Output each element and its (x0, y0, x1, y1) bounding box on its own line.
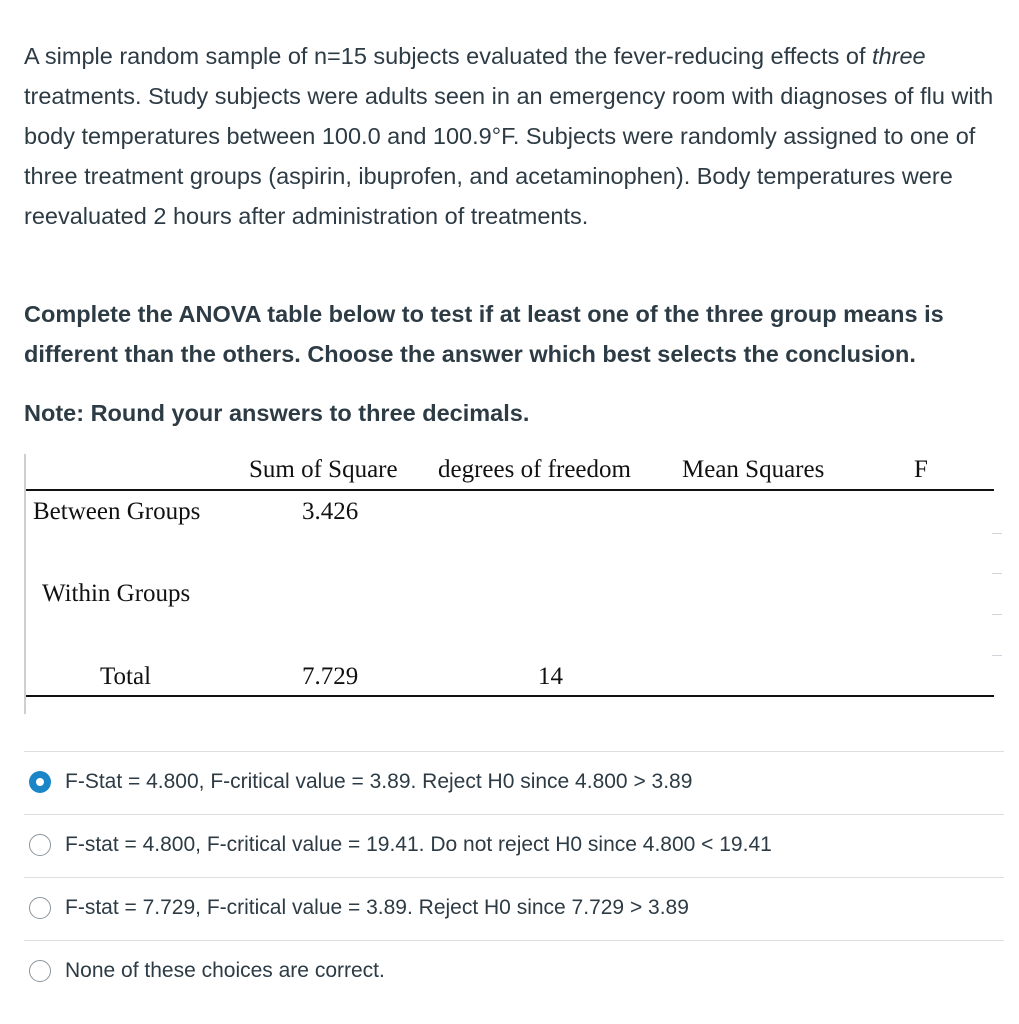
question-intro-italic: three (872, 43, 926, 69)
radio-button-selected[interactable] (29, 771, 51, 793)
answer-option-label: None of these choices are correct. (65, 959, 385, 982)
radio-button[interactable] (29, 960, 51, 982)
header-sum-of-square: Sum of Square (249, 456, 398, 483)
radio-button[interactable] (29, 897, 51, 919)
total-df: 14 (538, 663, 563, 690)
question-intro-part2: treatments. Study subjects were adults seen in an emergency room with diagnoses of flu with body temperatures between 100.0 and 100.9°F. Subjects were randomly assigned to one of three treatment groups (aspirin, ibuprofen, and acetaminophen). Body temperatures were reevaluated 2 hours after administration of treatments. (24, 83, 994, 229)
answer-option-label: F-stat = 7.729, F-critical value = 3.89. Reject H0 since 7.729 > 3.89 (65, 896, 689, 919)
question-instruction: Complete the ANOVA table below to test if at least one of the three group means is different than the others. Choose the answer which best selects the conclusion. (24, 301, 944, 367)
row-label-between-groups: Between Groups (33, 498, 201, 525)
answer-option-1[interactable] (24, 751, 1004, 814)
question-intro-part1: A simple random sample of n=15 subjects evaluated the fever-reducing effects of (24, 43, 873, 69)
answer-option-label: F-stat = 4.800, F-critical value = 19.41. Do not reject H0 since 4.800 < 19.41 (65, 833, 772, 856)
question-note: Note: Round your answers to three decimals. (24, 400, 530, 426)
total-ss: 7.729 (302, 663, 359, 690)
header-mean-squares: Mean Squares (682, 456, 825, 483)
header-rule (26, 489, 994, 491)
table-tick (992, 533, 1002, 534)
table-tick (992, 614, 1002, 615)
table-tick (992, 573, 1002, 574)
answer-option-3[interactable] (24, 877, 1004, 940)
answer-option-4[interactable] (24, 940, 1004, 1003)
table-tick (992, 655, 1002, 656)
header-degrees-of-freedom: degrees of freedom (438, 456, 631, 483)
table-left-border (24, 454, 26, 714)
header-f: F (914, 456, 928, 483)
question-text (24, 36, 1009, 236)
anova-table (24, 448, 999, 718)
bottom-rule (26, 695, 994, 697)
row-label-within-groups: Within Groups (42, 580, 191, 607)
answer-option-2[interactable] (24, 814, 1004, 877)
between-groups-ss: 3.426 (302, 498, 359, 525)
row-label-total: Total (100, 663, 152, 690)
answer-choices (24, 751, 1004, 1003)
answer-option-label: F-Stat = 4.800, F-critical value = 3.89. Reject H0 since 4.800 > 3.89 (65, 770, 693, 793)
radio-button[interactable] (29, 834, 51, 856)
